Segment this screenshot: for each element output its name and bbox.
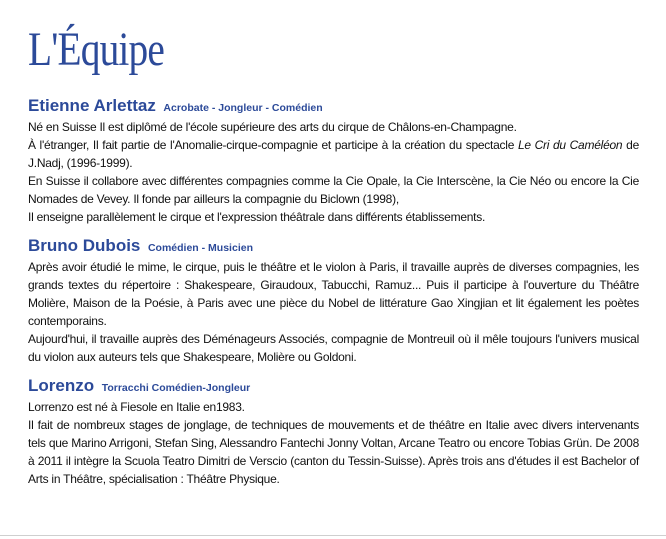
member-bio-paragraph: Aujourd'hui, il travaille auprès des Déménageurs Associés, compagnie de Montreuil où il mêle toujours l'univers musical du violon aux auteurs tels que Shakespeare, Molière ou Goldoni. (28, 332, 639, 364)
member-header (28, 96, 639, 118)
member-role: Torracchi Comédien-Jongleur (101, 382, 251, 394)
member-bio-paragraph: Né en Suisse Il est diplômé de l'école supérieure des arts du cirque de Châlons-en-Champagne. (28, 120, 517, 134)
spectacle-title: Le Cri du Caméléon (517, 138, 623, 152)
team-page (28, 22, 639, 488)
member-bio-paragraph: En Suisse il collabore avec différentes compagnies comme la Cie Opale, la Cie Interscène, la Cie Néo ou encore la Cie Nomades de Vevey. Il fonde par ailleurs la compagnie du Biclown (1998), (28, 174, 639, 206)
member-bruno-dubois (28, 236, 639, 366)
member-etienne-arlettaz (28, 96, 639, 226)
bio-text: À l'étranger, Il fait partie de l'Anomalie-cirque-compagnie et participe à la création du spectacle (28, 138, 518, 152)
member-bio-paragraph (28, 136, 639, 172)
bio-text: de J.Nadj, (1996-1999). (28, 138, 639, 170)
bottom-divider (0, 535, 666, 536)
member-header (28, 236, 639, 258)
member-name: Etienne Arlettaz (28, 96, 156, 115)
page-title: L'Équipe (28, 23, 165, 76)
member-role: Acrobate - Jongleur - Comédien (163, 102, 323, 114)
member-bio-paragraph: Lorrenzo est né à Fiesole en Italie en1983. (28, 400, 245, 414)
member-bio-paragraph: Il fait de nombreux stages de jonglage, de techniques de mouvements et de théâtre en Italie avec divers intervenants tels que Marino Arrigoni, Stefan Sing, Alessandro Fantechi Jonny Voltan, Arcane Teatro ou encore Tobias Grün. De 2008 à 2011 il intègre la Scuola Teatro Dimitri de Verscio (canton du Tessin-Suisse). Après trois ans d'études il est Bachelor of Arts in Théâtre, spécialisation : Théâtre Physique. (28, 418, 639, 486)
member-role: Comédien - Musicien (147, 242, 253, 254)
member-header (28, 376, 639, 398)
member-lorenzo (28, 376, 639, 488)
member-name: Lorenzo (28, 376, 95, 395)
member-name: Bruno Dubois (28, 236, 141, 255)
member-bio-paragraph: Après avoir étudié le mime, le cirque, puis le théâtre et le violon à Paris, il travaille auprès de diverses compagnies, les grands textes du répertoire : Shakespeare, Giraudoux, Tabucchi, Ramuz... Puis il participe à l'ouverture du Théâtre Molière, Maison de la Poésie, à Paris avec une pièce du Nobel de littérature Gao Xingjian et lit également les poètes contemporains. (28, 260, 639, 328)
member-bio-paragraph: Il enseigne parallèlement le cirque et l'expression théâtrale dans différents établissements. (28, 210, 486, 224)
